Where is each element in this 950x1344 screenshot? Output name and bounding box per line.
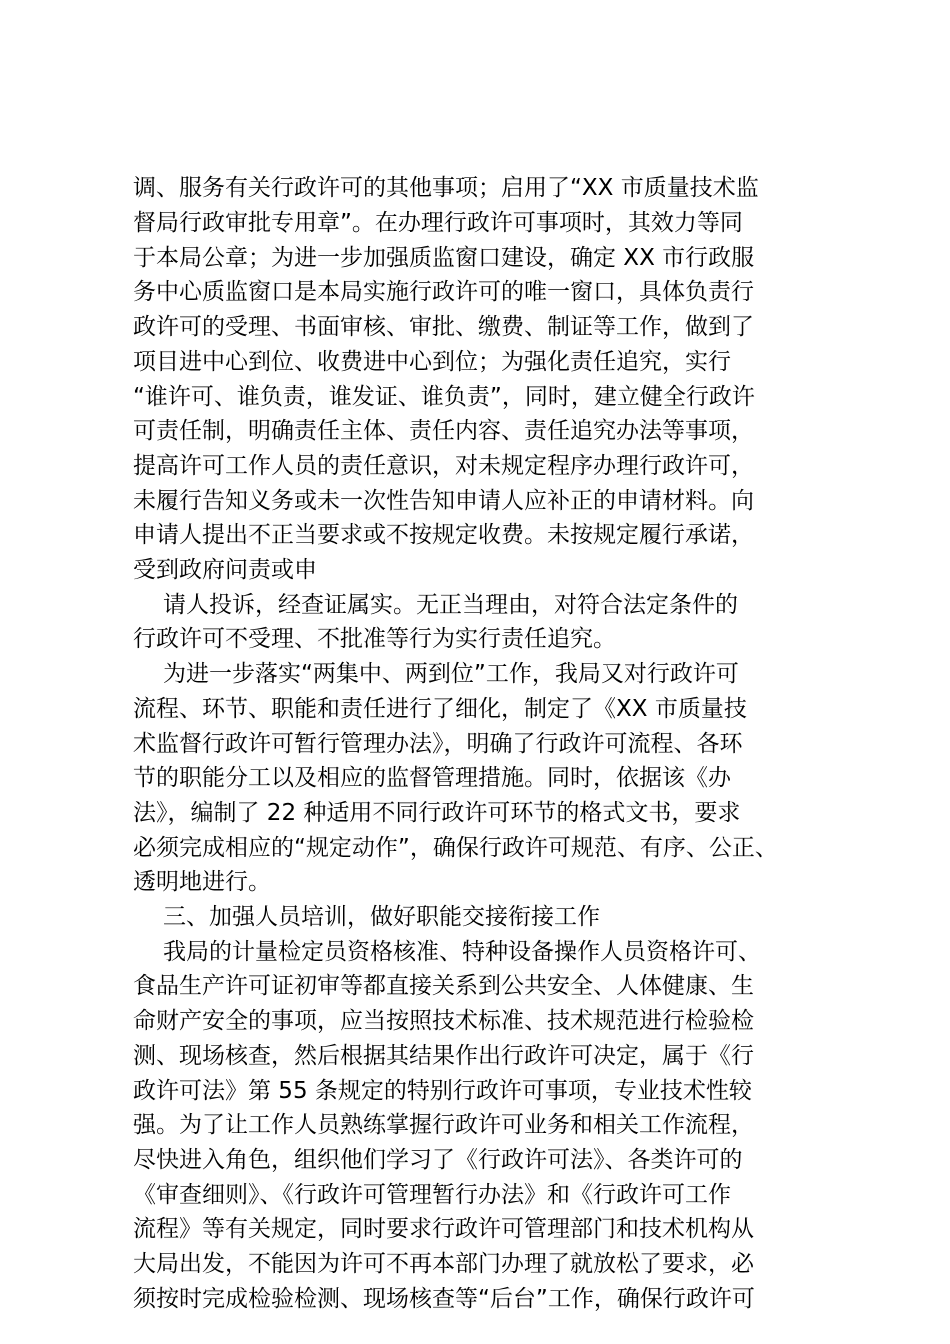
text-line: 法》，编制了 22 种适用不同行政许可环节的格式文书，要求 bbox=[133, 800, 741, 826]
text-line: 未履行告知义务或未一次性告知申请人应补正的申请材料。向 bbox=[133, 488, 754, 514]
text-line: 可责任制，明确责任主体、责任内容、责任追究办法等事项， bbox=[133, 418, 754, 444]
text-line: 于本局公章；为进一步加强质监窗口建设，确定 XX 市行政服 bbox=[133, 245, 755, 271]
section-heading: 三、加强人员培训，做好职能交接衔接工作 bbox=[163, 904, 600, 930]
text-line: 须按时完成检验检测、现场核查等“后台”工作，确保行政许可 bbox=[133, 1286, 755, 1312]
text-line: 政许可法》第 55 条规定的特别行政许可事项，专业技术性较 bbox=[133, 1078, 752, 1104]
text-line: 节的职能分工以及相应的监督管理措施。同时，依据该《办 bbox=[133, 765, 731, 791]
text-line: 为进一步落实“两集中、两到位”工作，我局又对行政许可 bbox=[163, 661, 739, 687]
text-line: 透明地进行。 bbox=[133, 869, 271, 895]
text-line: 行政许可不受理、不批准等行为实行责任追究。 bbox=[133, 626, 616, 652]
text-line: 请人投诉，经查证属实。无正当理由，对符合法定条件的 bbox=[163, 592, 738, 618]
text-line: 食品生产许可证初审等都直接关系到公共安全、人体健康、生 bbox=[133, 973, 754, 999]
text-line: 督局行政审批专用章”。在办理行政许可事项时，其效力等同 bbox=[133, 210, 743, 236]
text-line: 流程、环节、职能和责任进行了细化，制定了《XX 市质量技 bbox=[133, 696, 747, 722]
text-line: 尽快进入角色，组织他们学习了《行政许可法》、各类许可的 bbox=[133, 1147, 743, 1173]
text-line: 命财产安全的事项，应当按照技术标准、技术规范进行检验检 bbox=[133, 1008, 754, 1034]
text-line: 提高许可工作人员的责任意识，对未规定程序办理行政许可， bbox=[133, 453, 754, 479]
text-line: 强。为了让工作人员熟练掌握行政许可业务和相关工作流程， bbox=[133, 1112, 754, 1138]
text-line: 流程》等有关规定，同时要求行政许可管理部门和技术机构从 bbox=[133, 1216, 754, 1242]
text-line: 务中心质监窗口是本局实施行政许可的唯一窗口，具体负责行 bbox=[133, 279, 754, 305]
text-line: 项目进中心到位、收费进中心到位；为强化责任追究，实行 bbox=[133, 349, 731, 375]
text-line: 大局出发，不能因为许可不再本部门办理了就放松了要求，必 bbox=[133, 1251, 754, 1277]
text-line: 申请人提出不正当要求或不按规定收费。未按规定履行承诺， bbox=[133, 522, 754, 548]
text-line: 政许可的受理、书面审核、审批、缴费、制证等工作，做到了 bbox=[133, 314, 754, 340]
text-line: 我局的计量检定员资格核准、特种设备操作人员资格许可、 bbox=[163, 939, 761, 965]
text-line: “谁许可、谁负责，谁发证、谁负责”，同时，建立健全行政许 bbox=[133, 384, 755, 410]
text-line: 术监督行政许可暂行管理办法》，明确了行政许可流程、各环 bbox=[133, 731, 743, 757]
text-line: 调、服务有关行政许可的其他事项；启用了“XX 市质量技术监 bbox=[133, 175, 759, 201]
text-line: 测、现场核查，然后根据其结果作出行政许可决定，属于《行 bbox=[133, 1043, 754, 1069]
text-line: 《审查细则》、《行政许可管理暂行办法》和《行政许可工作 bbox=[133, 1182, 731, 1208]
text-line: 必须完成相应的“规定动作”，确保行政许可规范、有序、公正、 bbox=[133, 835, 778, 861]
text-line: 受到政府问责或申 bbox=[133, 557, 317, 583]
